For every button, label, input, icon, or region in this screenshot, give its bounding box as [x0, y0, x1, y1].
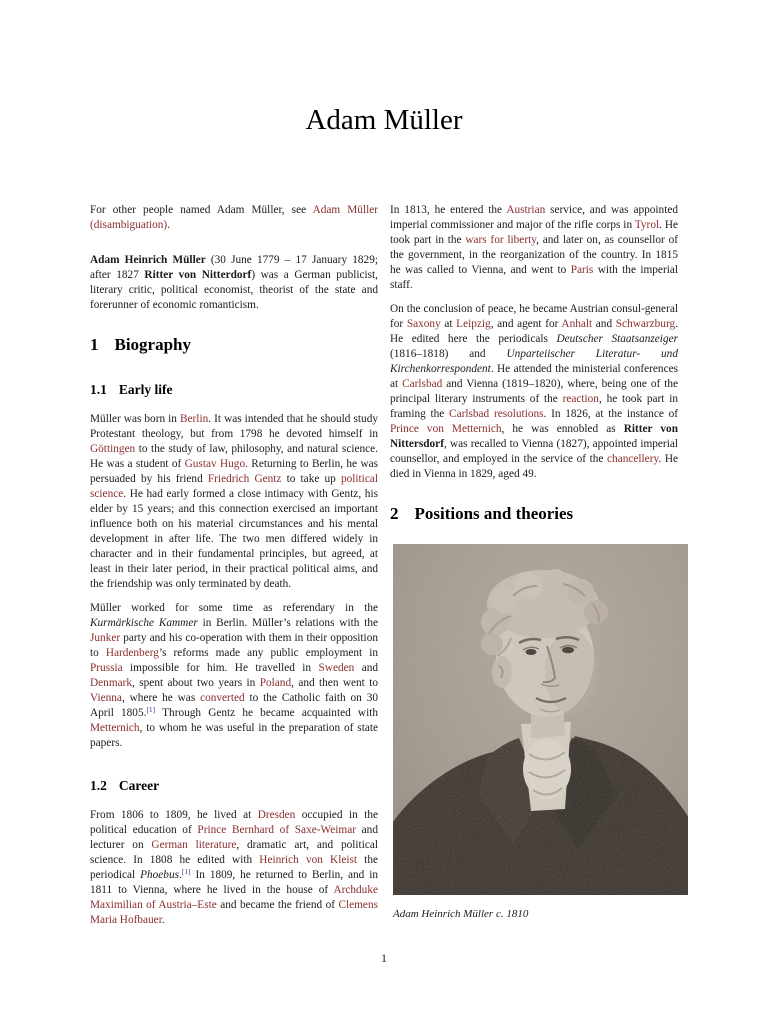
text-segment: . Returning to Berlin, he was persuaded by his friend [90, 458, 379, 485]
wiki-link[interactable]: Hardenberg [105, 647, 159, 659]
text-segment: Deutscher Staatsanzeiger [556, 333, 678, 345]
section-number: 1 [90, 335, 99, 354]
wiki-link[interactable]: Dresden [257, 809, 296, 821]
wiki-link[interactable]: converted [200, 692, 245, 704]
section-title: Career [118, 778, 160, 793]
text-segment: . He died in Vienna in 1829, aged 49. [390, 453, 678, 480]
text-segment: , was recalled to Vienna (1827), appointed imperial counsellor, and employed in the service of the [390, 438, 678, 465]
text-segment: For other people named Adam Müller, see [90, 204, 313, 216]
wiki-link[interactable]: Clemens Maria Hofbauer [90, 899, 378, 926]
text-segment: Müller worked for some time as referendary in the [90, 602, 378, 614]
text-segment: , dramatic art, and political science. In 1808 he edited with [90, 839, 379, 866]
text-segment: , he took part in framing the [390, 393, 678, 420]
citation-ref[interactable]: [1] [181, 867, 191, 876]
text-segment: In 1813, he entered the [390, 204, 507, 216]
wiki-link[interactable]: Metternich [90, 722, 140, 734]
text-segment: . In 1826, at the instance of [543, 408, 678, 420]
wiki-link[interactable]: reaction [562, 393, 599, 405]
text-segment: On the conclusion of peace, he became Austrian consul-general for [390, 303, 678, 330]
wiki-link[interactable]: Carlsbad resolutions [449, 408, 544, 420]
early-life-paragraph-2 [90, 601, 378, 751]
text-segment: . [161, 914, 165, 926]
lead-paragraph [90, 253, 378, 313]
wiki-link[interactable]: German literature [151, 839, 237, 851]
wiki-link[interactable]: Göttingen [90, 443, 136, 455]
wiki-link[interactable]: Tyrol [634, 219, 660, 231]
text-segment: , and then went to [291, 677, 378, 689]
text-segment: ) was a German publicist, literary critic, political economist, theorist of the state and forerunner of economic romanticism. [90, 269, 379, 311]
wiki-link[interactable]: Anhalt [561, 318, 593, 330]
text-segment: occupied in the political education of [90, 809, 378, 836]
section-number: 2 [390, 504, 399, 523]
wiki-link[interactable]: Denmark [90, 677, 133, 689]
wiki-link[interactable]: Gustav Hugo [184, 458, 246, 470]
career-paragraph [90, 808, 378, 928]
wiki-link[interactable]: Leipzig [456, 318, 491, 330]
text-segment: Adam Heinrich Müller [90, 254, 206, 266]
wiki-link[interactable]: political science [90, 473, 378, 500]
text-segment: In 1809, he returned to Berlin, and in 1811 to Vienna, where he lived in the house of [90, 869, 378, 896]
wiki-link[interactable]: Prince von Metternich [390, 423, 502, 435]
text-segment: , and later on, as counsellor of the government, in the reorganization of the country. In 1815 he was called to Vienna, and went to [390, 234, 678, 276]
wiki-link[interactable]: Berlin [180, 413, 209, 425]
text-segment: to the study of law, philosophy, and natural science. He was a student of [90, 443, 378, 470]
wiki-link[interactable]: Prussia [90, 662, 123, 674]
left-column [90, 203, 378, 937]
text-segment: . [179, 869, 182, 881]
text-segment: to the Catholic faith on 30 April 1805. [90, 692, 378, 719]
section-number: 1.2 [90, 778, 107, 793]
text-segment: , to whom he was useful in the preparation of state papers. [90, 722, 378, 749]
text-segment: and lecturer on [90, 824, 378, 851]
text-segment: . [167, 219, 171, 231]
page-title: Adam Müller [305, 104, 463, 136]
wiki-link[interactable]: Poland [259, 677, 292, 689]
text-segment: Müller was born in [90, 413, 180, 425]
hatnote [90, 203, 378, 233]
wiki-link[interactable]: Heinrich von Kleist [259, 854, 358, 866]
text-segment: , spent about two years in [132, 677, 260, 689]
text-segment: Ritter von Nitterdorf [144, 269, 252, 281]
portrait-figure [393, 544, 688, 921]
figure-caption: Adam Heinrich Müller c. 1810 [393, 908, 529, 920]
text-segment: and [354, 662, 378, 674]
text-segment: . It was intended that he should study Protestant theology, but from 1798 he devoted himself in [90, 413, 378, 440]
text-segment: with the imperial staff. [390, 264, 678, 291]
text-segment: Ritter von Nittersdorf [390, 423, 678, 450]
wiki-link[interactable]: Schwarzburg [615, 318, 676, 330]
text-segment: the periodical [90, 854, 378, 881]
text-segment: , and agent for [490, 318, 562, 330]
wiki-link[interactable]: Carlsbad [402, 378, 443, 390]
wiki-link[interactable]: Vienna [90, 692, 122, 704]
wiki-link[interactable]: Paris [570, 264, 594, 276]
text-segment: to take up [281, 473, 341, 485]
citation-ref[interactable]: [1] [146, 705, 156, 714]
wiki-link[interactable]: Austrian [506, 204, 546, 216]
text-segment: (1816–1818) and [390, 348, 507, 360]
wiki-link[interactable]: Archduke Maximilian of Austria–Este [90, 884, 378, 911]
text-segment: ’s reforms made any public employment in [158, 647, 378, 659]
wiki-link[interactable]: wars for liberty [465, 234, 537, 246]
austrian-service-paragraph [390, 203, 678, 293]
wiki-link[interactable]: Friedrich Gentz [207, 473, 282, 485]
wiki-link[interactable]: Adam Müller (disambiguation) [90, 204, 378, 231]
section-heading-1 [90, 335, 378, 355]
text-segment: and became the friend of [216, 899, 339, 911]
text-segment: service, and was appointed imperial commissioner and major of the rifle corps in [390, 204, 678, 231]
text-segment: Through Gentz he became acquainted with [155, 707, 378, 719]
text-segment: . He took part in the [390, 219, 678, 246]
text-segment: . He had early formed a close intimacy with Gentz, his elder by 15 years; and this connection exercised an important influence both on his material circumstances and his mental development in after life. The two men differed widely in character and in their fundamental principles, but agreed, at least in their later period, in their practical political aims, and the friendship was only terminated by death. [90, 488, 378, 590]
text-segment: impossible for him. He travelled in [122, 662, 319, 674]
section-heading-1.1 [90, 381, 378, 398]
section-heading-2 [390, 504, 678, 524]
section-title: Early life [118, 382, 173, 397]
text-segment: From 1806 to 1809, he lived at [90, 809, 258, 821]
early-life-paragraph-1 [90, 412, 378, 592]
text-segment: at [440, 318, 457, 330]
text-segment: Unparteiischer Literatur- und Kirchenkorrespondent [390, 348, 678, 375]
text-segment: in Berlin. Müller’s relations with the [197, 617, 379, 629]
wiki-link[interactable]: Junker [90, 632, 121, 644]
text-segment: . He attended the ministerial conferences at [390, 363, 678, 390]
text-segment: . He edited here the periodicals [390, 318, 678, 345]
portrait-image [393, 544, 688, 895]
section-heading-1.2 [90, 777, 378, 794]
wiki-link[interactable]: Prince Bernhard of Saxe-Weimar [197, 824, 356, 836]
wiki-link[interactable]: Sweden [318, 662, 355, 674]
section-title: Positions and theories [414, 504, 574, 523]
right-column [390, 203, 678, 921]
text-segment: Phoebus [140, 869, 179, 881]
page-number: 1 [381, 951, 387, 965]
section-number: 1.1 [90, 382, 107, 397]
text-segment: party and his co-operation with them in their opposition to [90, 632, 378, 659]
text-segment: and Vienna (1819–1820), where, being one of the principal literary instruments of the [390, 378, 678, 405]
text-segment: , he was ennobled as [501, 423, 624, 435]
section-title: Biography [114, 335, 192, 354]
consul-general-paragraph [390, 302, 678, 482]
text-segment: and [592, 318, 616, 330]
text-segment: , where he was [121, 692, 201, 704]
text-segment: (30 June 1779 – 17 January 1829; after 1827 [90, 254, 378, 281]
wiki-link[interactable]: chancellery [607, 453, 659, 465]
wiki-link[interactable]: Saxony [406, 318, 441, 330]
text-segment: Kurmärkische Kammer [90, 617, 198, 629]
